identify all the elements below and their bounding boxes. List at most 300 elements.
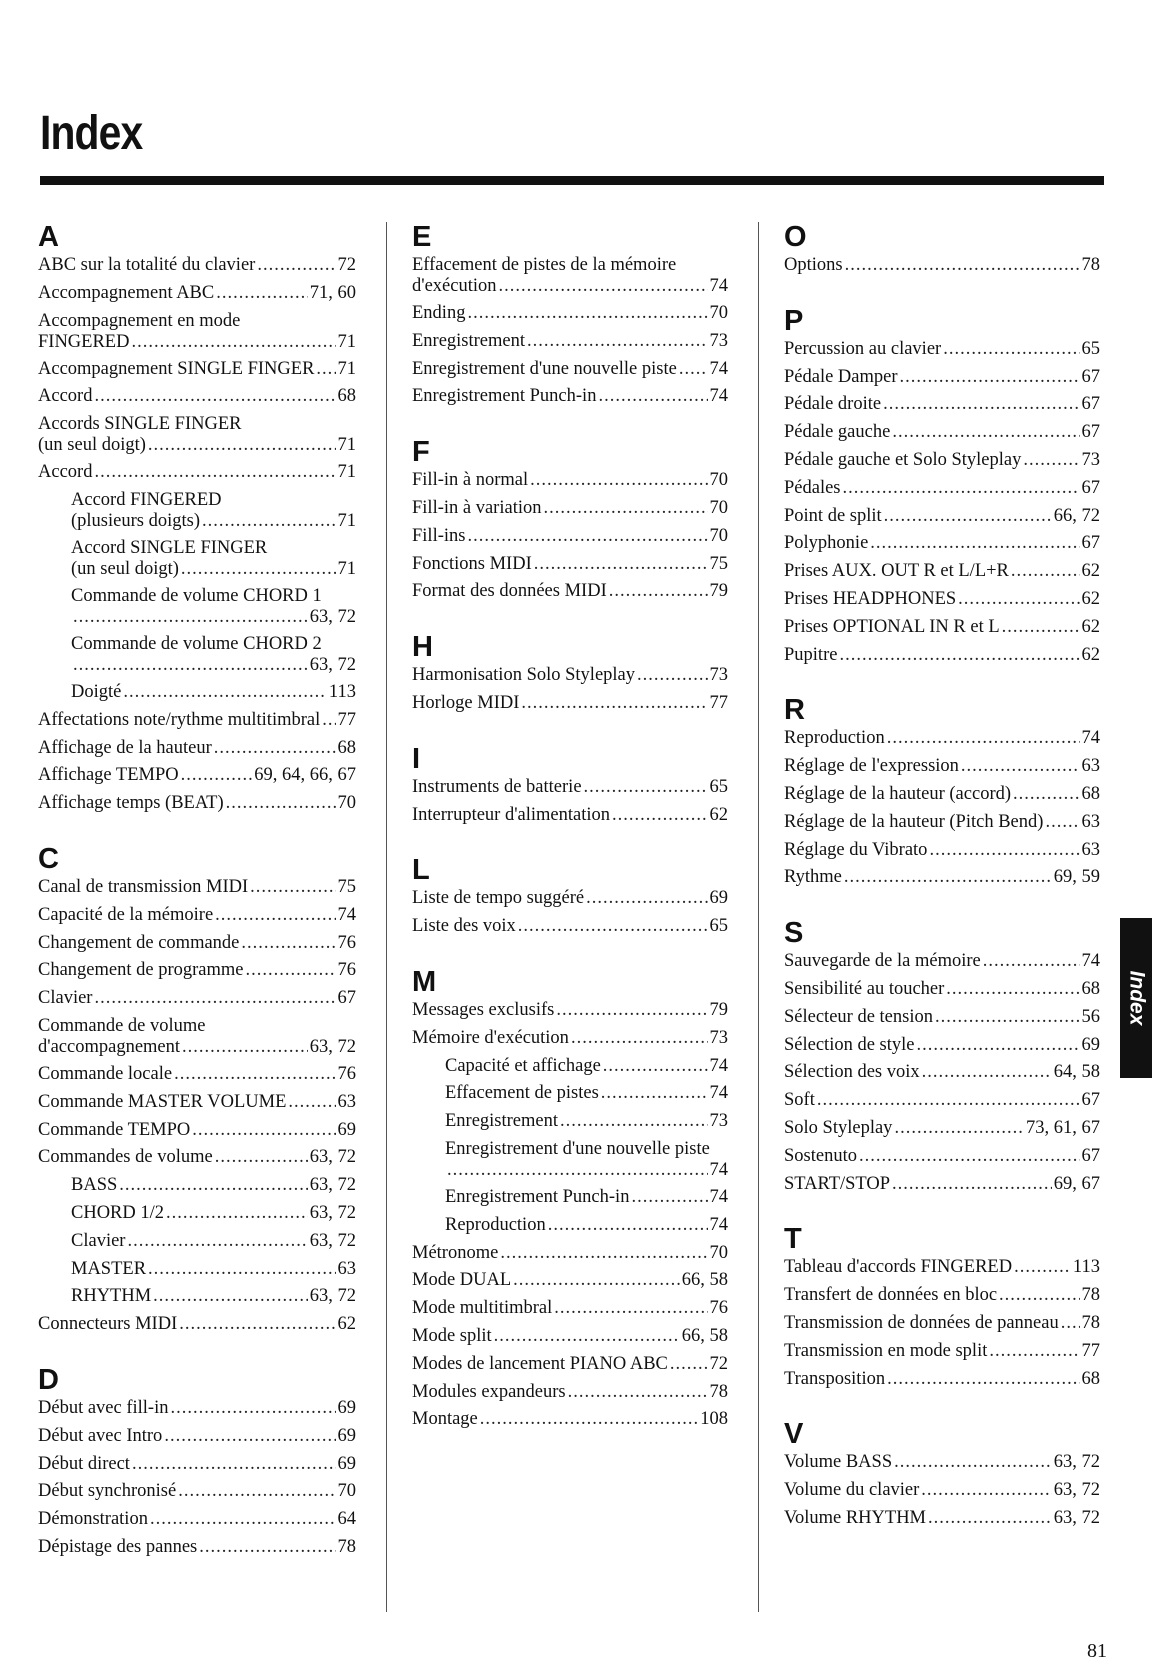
entry-pages: 113 [1072, 1257, 1100, 1278]
index-column-3 [784, 222, 1100, 1533]
leader-dots [480, 1406, 698, 1434]
index-entry [412, 662, 728, 690]
index-entry [38, 1283, 356, 1311]
entry-pages: 76 [709, 1298, 728, 1319]
entry-pages: 62 [1081, 616, 1100, 637]
index-entry [784, 1087, 1100, 1115]
entry-row [38, 383, 356, 411]
entry-pages: 69 [337, 1453, 356, 1474]
leader-dots [1011, 558, 1080, 586]
leader-dots [131, 332, 335, 353]
entry-row [38, 1423, 356, 1451]
entry-pages: 68 [337, 737, 356, 758]
entry-row [412, 1351, 728, 1379]
section-letter: H [412, 631, 433, 664]
entry-row [784, 1171, 1100, 1199]
index-entry [412, 252, 728, 300]
entry-row [784, 530, 1100, 558]
index-entry [784, 1449, 1100, 1477]
index-entry [784, 976, 1100, 1004]
entry-row [38, 1451, 356, 1479]
entry-row [71, 1256, 356, 1284]
section-letter: P [784, 304, 804, 337]
leader-dots [900, 364, 1080, 392]
entry-pages: 78 [337, 1536, 356, 1557]
leader-dots [929, 837, 1079, 865]
entry-row [784, 976, 1100, 1004]
entry-row [412, 997, 728, 1025]
entry-text: Début synchronisé [38, 1481, 177, 1502]
entry-pages: 63, 72 [309, 654, 356, 675]
index-column-1 [38, 222, 356, 1562]
index-entry [784, 1032, 1100, 1060]
index-entry [38, 985, 356, 1013]
entry-text: Reproduction [784, 728, 885, 749]
index-entry [412, 1212, 728, 1240]
index-entry [784, 1115, 1100, 1143]
entry-text: Transmission de données de panneau [784, 1312, 1059, 1333]
title-rule [40, 176, 1104, 185]
entry-text-line1: Accords SINGLE FINGER [38, 414, 242, 435]
entry-text: Sélecteur de tension [784, 1006, 933, 1027]
leader-dots [892, 419, 1079, 447]
entry-text: Clavier [38, 988, 93, 1009]
leader-dots [1045, 809, 1079, 837]
entry-text: (un seul doigt) [38, 435, 146, 456]
entry-text: Doigté [71, 681, 122, 702]
entry-pages: 70 [709, 303, 728, 323]
entry-pages: 71 [337, 331, 356, 352]
entry-row [38, 435, 356, 456]
index-entry [784, 642, 1100, 670]
leader-dots [845, 252, 1080, 280]
entry-row [38, 1089, 356, 1117]
entry-pages: 76 [337, 1063, 356, 1084]
entry-pages: 62 [709, 804, 728, 825]
leader-dots [571, 1025, 708, 1053]
index-entry [784, 336, 1100, 364]
entry-text: Réglage du Vibrato [784, 839, 928, 860]
index-section [784, 306, 1100, 670]
entry-pages: 73, 61, 67 [1026, 1117, 1100, 1138]
index-entry [412, 1240, 728, 1268]
index-entry [412, 1379, 728, 1407]
leader-dots [500, 1240, 707, 1268]
leader-dots [316, 356, 335, 384]
entry-row [784, 391, 1100, 419]
index-entry [784, 1310, 1100, 1338]
index-entry [412, 1406, 728, 1434]
entry-pages: 113 [328, 681, 356, 702]
leader-dots [1014, 1254, 1071, 1282]
entry-pages: 63, 72 [309, 606, 356, 627]
index-entry [784, 252, 1100, 280]
index-entry [38, 1395, 356, 1423]
entry-pages: 74 [709, 276, 728, 296]
index-section [784, 1224, 1100, 1393]
entry-row [445, 1108, 728, 1136]
entry-row [412, 328, 728, 356]
index-section [784, 918, 1100, 1198]
entry-text: Transfert de données en bloc [784, 1285, 998, 1306]
entry-text-line1: Commande de volume [38, 1015, 206, 1036]
entry-pages: 64, 58 [1053, 1062, 1100, 1083]
index-entry [38, 308, 356, 356]
index-entry [784, 1338, 1100, 1366]
entry-text-line1: Enregistrement d'une nouvelle piste [445, 1138, 710, 1159]
entry-pages: 73 [709, 1111, 728, 1132]
entry-text: Montage [412, 1409, 478, 1430]
entry-text: d'exécution [412, 276, 497, 296]
leader-dots [530, 467, 707, 495]
leader-dots [322, 707, 335, 735]
leader-dots [586, 885, 707, 913]
index-entry [38, 707, 356, 735]
entry-pages: 63, 72 [309, 1036, 356, 1057]
index-entry [412, 495, 728, 523]
leader-dots [928, 1505, 1052, 1533]
entry-text: Interrupteur d'alimentation [412, 804, 611, 825]
leader-dots [447, 1160, 708, 1181]
entry-text: Mode split [412, 1325, 492, 1346]
entry-text: Pédales [784, 477, 841, 498]
entry-row [38, 1534, 356, 1562]
leader-dots [961, 753, 1080, 781]
entry-text: Affichage de la hauteur [38, 737, 212, 758]
leader-dots [499, 276, 708, 297]
entry-text-line1: Accompagnement en mode [38, 310, 241, 331]
leader-dots [946, 976, 1079, 1004]
entry-row [445, 1160, 728, 1181]
leader-dots [467, 523, 707, 551]
entry-row [784, 1505, 1100, 1533]
index-entry [784, 364, 1100, 392]
entry-text: Instruments de batterie [412, 776, 582, 797]
entry-text: Enregistrement Punch-in [445, 1186, 630, 1207]
entry-text: Accompagnement SINGLE FINGER [38, 358, 315, 379]
entry-pages: 63, 72 [309, 1175, 356, 1196]
leader-dots [534, 551, 708, 579]
entry-pages: 69, 59 [1053, 867, 1100, 888]
index-entry [38, 762, 356, 790]
index-entry [412, 1267, 728, 1295]
index-entry [412, 551, 728, 579]
entry-pages: 63, 72 [309, 1230, 356, 1251]
index-entry [38, 487, 356, 535]
index-entry [38, 1117, 356, 1145]
leader-dots [598, 383, 707, 411]
entry-text: Affichage TEMPO [38, 765, 179, 786]
entry-pages: 77 [1081, 1340, 1100, 1361]
entry-pages: 108 [700, 1409, 728, 1430]
leader-dots [73, 607, 308, 628]
entry-row [38, 1506, 356, 1534]
index-entry [412, 1136, 728, 1184]
entry-text: (plusieurs doigts) [71, 510, 200, 531]
leader-dots [884, 503, 1052, 531]
leader-dots [999, 1282, 1079, 1310]
entry-text: Début direct [38, 1453, 130, 1474]
index-entry [412, 467, 728, 495]
entry-text: Prises HEADPHONES [784, 588, 957, 609]
entry-row [38, 707, 356, 735]
index-entry [38, 383, 356, 411]
section-letter: D [38, 1363, 59, 1396]
leader-dots [670, 1351, 708, 1379]
entry-text: Modes de lancement PIANO ABC [412, 1353, 668, 1374]
entry-row [71, 511, 356, 532]
index-entry [412, 1108, 728, 1136]
entry-text: Liste des voix [412, 916, 516, 937]
entry-pages: 73 [709, 1027, 728, 1048]
leader-dots [164, 1423, 335, 1451]
leader-dots [935, 1004, 1080, 1032]
leader-dots [983, 948, 1080, 976]
entry-pages: 63 [1081, 756, 1100, 777]
entry-pages: 71 [337, 435, 356, 456]
entry-row [38, 762, 356, 790]
entry-row [412, 1323, 728, 1351]
entry-pages: 78 [1081, 255, 1100, 275]
entry-text: Accord [38, 386, 93, 407]
entry-pages: 78 [709, 1381, 728, 1402]
entry-row [71, 1228, 356, 1256]
entry-pages: 68 [337, 386, 356, 407]
entry-pages: 63 [1081, 811, 1100, 832]
index-entry [412, 356, 728, 384]
index-entry [784, 1505, 1100, 1533]
entry-row [71, 655, 356, 676]
leader-dots [1013, 781, 1079, 809]
entry-pages: 74 [1081, 728, 1100, 749]
index-entry [38, 957, 356, 985]
entry-row [784, 1282, 1100, 1310]
entry-pages: 73 [709, 330, 728, 351]
entry-row [71, 559, 356, 580]
entry-text: Sensibilité au toucher [784, 978, 945, 999]
entry-text: Commande TEMPO [38, 1119, 191, 1140]
index-entry [38, 930, 356, 958]
entry-text: Mode DUAL [412, 1270, 512, 1291]
entry-pages: 70 [709, 1242, 728, 1263]
entry-pages: 76 [337, 932, 356, 953]
entry-row [784, 1449, 1100, 1477]
index-section [784, 1419, 1100, 1532]
index-section [412, 855, 728, 941]
leader-dots [181, 762, 253, 790]
leader-dots [609, 578, 708, 606]
entry-text: Sauvegarde de la mémoire [784, 951, 981, 972]
leader-dots [513, 1267, 680, 1295]
index-entry [412, 802, 728, 830]
index-entry [38, 1089, 356, 1117]
index-entry [784, 948, 1100, 976]
entry-pages: 68 [1081, 978, 1100, 999]
entry-pages: 77 [337, 709, 356, 730]
index-entry [784, 419, 1100, 447]
entry-text: MASTER [71, 1258, 147, 1279]
entry-text: Pédale droite [784, 394, 882, 415]
entry-row [38, 1117, 356, 1145]
index-entry [38, 1013, 356, 1061]
entry-text: Pédale gauche [784, 422, 891, 443]
entry-pages: 76 [337, 960, 356, 981]
entry-row [412, 802, 728, 830]
entry-row [784, 642, 1100, 670]
entry-pages: 67 [1081, 366, 1100, 387]
leader-dots [554, 1295, 707, 1323]
index-section [38, 844, 356, 1339]
entry-row [38, 902, 356, 930]
entry-text: Point de split [784, 505, 882, 526]
entry-pages: 73 [709, 665, 728, 686]
index-entry [784, 781, 1100, 809]
index-entry [412, 578, 728, 606]
index-entry [38, 1256, 356, 1284]
entry-row [784, 948, 1100, 976]
leader-dots [958, 586, 1079, 614]
index-entry [784, 1366, 1100, 1394]
entry-row [412, 913, 728, 941]
index-entry [412, 1323, 728, 1351]
leader-dots [601, 1080, 708, 1108]
index-side-tab[interactable] [1120, 918, 1152, 1078]
entry-row [38, 280, 356, 308]
leader-dots [527, 328, 707, 356]
index-entry [784, 1143, 1100, 1171]
index-section [412, 967, 728, 1434]
entry-text: Accompagnement ABC [38, 282, 215, 303]
entry-row [412, 467, 728, 495]
entry-text: Fonctions MIDI [412, 553, 532, 574]
entry-text: Pédale gauche et Solo Styleplay [784, 449, 1022, 470]
entry-text: d'accompagnement [38, 1036, 181, 1057]
section-letter: F [412, 436, 430, 469]
entry-row [38, 1061, 356, 1089]
entry-text: Réglage de la hauteur (Pitch Bend) [784, 811, 1044, 832]
entry-text: Tableau d'accords FINGERED [784, 1257, 1013, 1278]
leader-dots [494, 1323, 680, 1351]
entry-pages: 63, 72 [1053, 1480, 1100, 1501]
entry-row [38, 957, 356, 985]
entry-row [412, 551, 728, 579]
section-letter: A [38, 221, 59, 253]
leader-dots [817, 1087, 1080, 1115]
entry-text: Transposition [784, 1368, 886, 1389]
entry-row [784, 336, 1100, 364]
entry-pages: 67 [337, 988, 356, 1009]
entry-row [784, 809, 1100, 837]
leader-dots [166, 1200, 308, 1228]
leader-dots [943, 336, 1079, 364]
leader-dots [241, 930, 335, 958]
entry-pages: 69 [337, 1397, 356, 1418]
entry-text: Clavier [71, 1230, 126, 1251]
entry-row [412, 1025, 728, 1053]
entry-row [784, 1004, 1100, 1032]
entry-pages: 69 [337, 1119, 356, 1140]
leader-dots [521, 690, 707, 718]
entry-row [784, 586, 1100, 614]
index-entry [38, 1061, 356, 1089]
index-entry [38, 631, 356, 679]
leader-dots [178, 1478, 335, 1506]
entry-text: Soft [784, 1090, 815, 1111]
entry-pages: 74 [709, 358, 728, 379]
entry-row [784, 1477, 1100, 1505]
entry-pages: 74 [709, 386, 728, 407]
entry-text: Commande locale [38, 1063, 173, 1084]
entry-pages: 78 [1081, 1312, 1100, 1333]
index-section [412, 437, 728, 606]
entry-pages: 74 [709, 1214, 728, 1235]
entry-pages: 70 [709, 470, 728, 491]
section-letter: L [412, 854, 430, 887]
entry-row [412, 1406, 728, 1434]
section-letter: C [38, 842, 59, 875]
leader-dots [922, 1059, 1052, 1087]
leader-dots [119, 1172, 307, 1200]
index-entry [38, 1423, 356, 1451]
entry-pages: 62 [1081, 561, 1100, 582]
entry-text: Changement de programme [38, 960, 244, 981]
entry-row [784, 1115, 1100, 1143]
entry-row [38, 735, 356, 763]
entry-pages: 63, 72 [1053, 1452, 1100, 1473]
entry-text: Volume du clavier [784, 1480, 920, 1501]
index-entry [412, 885, 728, 913]
entry-row [412, 1379, 728, 1407]
index-section [38, 222, 356, 818]
entry-text: Enregistrement [445, 1111, 559, 1132]
entry-text: Fill-in à normal [412, 470, 529, 491]
index-entry [38, 583, 356, 631]
index-entry [784, 1004, 1100, 1032]
entry-text-line1: Accord SINGLE FINGER [71, 537, 268, 558]
section-letter: T [784, 1223, 802, 1256]
entry-row [412, 356, 728, 384]
index-entry [38, 790, 356, 818]
entry-row [412, 383, 728, 411]
entry-row [71, 1200, 356, 1228]
leader-dots [250, 874, 335, 902]
entry-pages: 62 [1081, 588, 1100, 609]
entry-pages: 66, 58 [681, 1270, 728, 1291]
entry-pages: 75 [709, 553, 728, 574]
entry-text: Sélection des voix [784, 1062, 920, 1083]
entry-text: RHYTHM [71, 1286, 152, 1307]
leader-dots [94, 383, 335, 411]
entry-pages: 71 [337, 558, 356, 579]
leader-dots [556, 997, 707, 1025]
leader-dots [181, 559, 336, 580]
entry-row [784, 252, 1100, 280]
index-entry [412, 1351, 728, 1379]
index-entry [38, 1311, 356, 1339]
leader-dots [1023, 447, 1079, 475]
index-entry [38, 902, 356, 930]
leader-dots [883, 391, 1079, 419]
leader-dots [199, 1534, 335, 1562]
index-entry [38, 874, 356, 902]
leader-dots [123, 679, 327, 707]
index-entry [38, 735, 356, 763]
entry-row [784, 753, 1100, 781]
entry-pages: 74 [1081, 951, 1100, 972]
entry-row [784, 725, 1100, 753]
entry-text: Capacité et affichage [445, 1055, 601, 1076]
index-section [412, 632, 728, 718]
